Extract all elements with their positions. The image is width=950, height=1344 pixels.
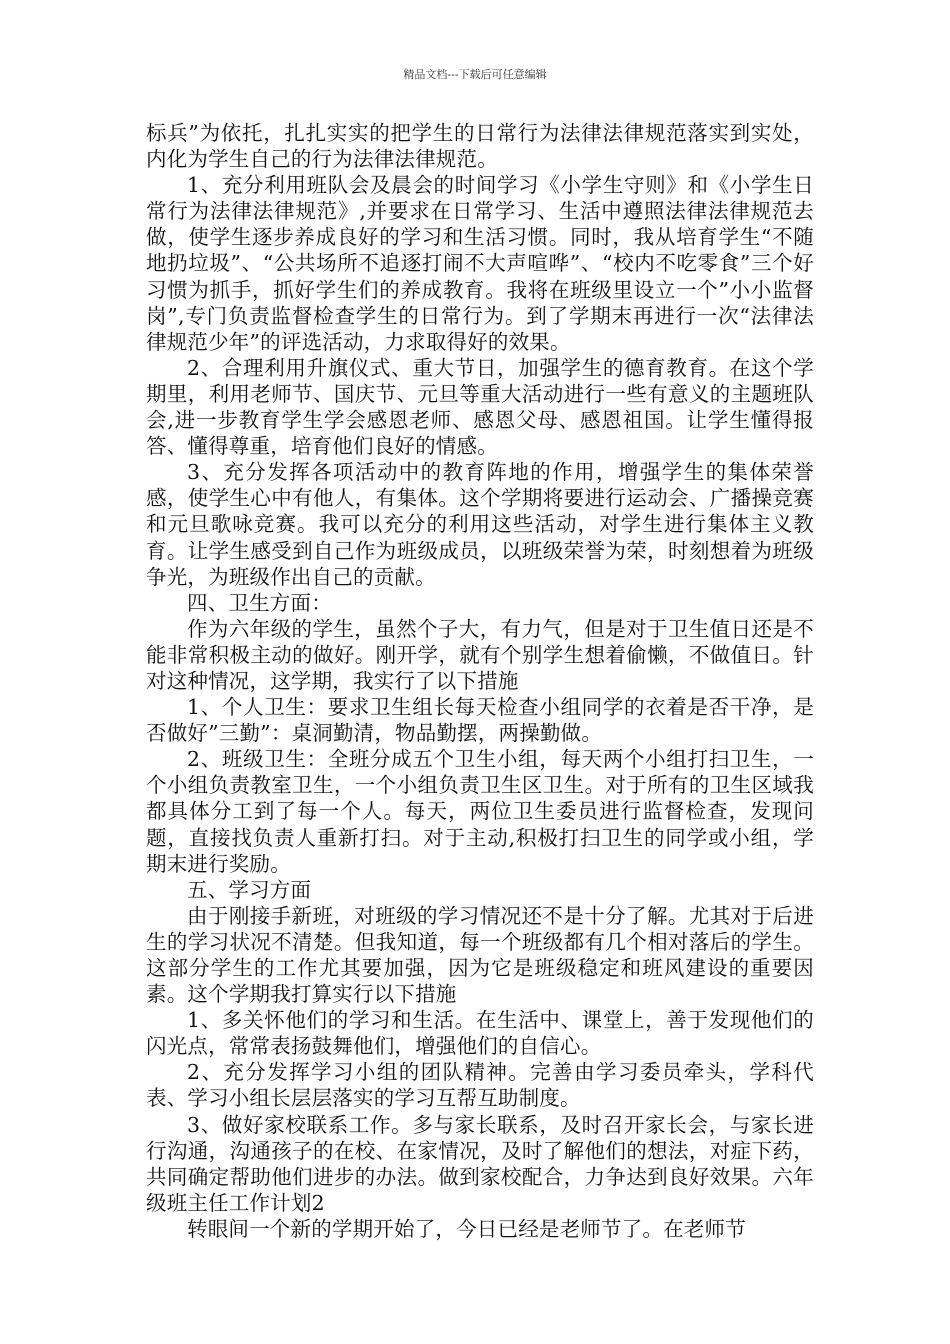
- paragraph: 2、充分发挥学习小组的团队精神。完善由学习委员牵头，学科代表、学习小组长层层落实的学习互帮互助制度。: [146, 1060, 814, 1111]
- paragraph: 3、充分发挥各项活动中的教育阵地的作用，增强学生的集体荣誉感，使学生心中有他人，有集体。这个学期将要进行运动会、广播操竞赛和元旦歌咏竞赛。我可以充分的利用这些活动，对学生进行集体主义教育。让学生感受到自己作为班级成员，以班级荣誉为荣，时刻想着为班级争光，为班级作出自己的贡献。: [146, 460, 814, 589]
- paragraph: 1、个人卫生：要求卫生组长每天检查小组同学的衣着是否干净，是否做好”三勤”：桌洞勤清，物品勤摆，两操勤做。: [146, 695, 814, 746]
- paragraph: 由于刚接手新班，对班级的学习情况还不是十分了解。尤其对于后进生的学习状况不清楚。但我知道，每一个班级都有几个相对落后的学生。这部分学生的工作尤其要加强，因为它是班级稳定和班风建设的重要因素。这个学期我打算实行以下措施: [146, 903, 814, 1007]
- paragraph: 作为六年级的学生，虽然个子大，有力气，但是对于卫生值日还是不能非常积极主动的做好。刚开学，就有个别学生想着偷懒，不做值日。针对这种情况，这学期，我实行了以下措施: [146, 616, 814, 693]
- paragraph: 转眼间一个新的学期开始了，今日已经是老师节了。在老师节: [187, 1216, 746, 1241]
- paragraph: 2、合理利用升旗仪式、重大节日，加强学生的德育教育。在这个学期里，利用老师节、国庆节、元旦等重大活动进行一些有意义的主题班队会,进一步教育学生学会感恩老师、感恩父母、感恩祖国。让学生懂得报答、懂得尊重，培育他们良好的情感。: [146, 355, 814, 459]
- paragraph: 1、充分利用班队会及晨会的时间学习《小学生守则》和《小学生日常行为法律法律规范》,并要求在日常学习、生活中遵照法律法律规范去做，使学生逐步养成良好的学习和生活习惯。同时，我从培育学生“不随地扔垃圾”、“公共场所不追逐打闹不大声喧哗”、“校内不吃零食”三个好习惯为抓手，抓好学生们的养成教育。我将在班级里设立一个”小小监督岗”,专门负责监督检查学生的日常行为。到了学期末再进行一次“法律法律规范少年”的评选活动，力求取得好的效果。: [146, 173, 814, 354]
- paragraph: 1、多关怀他们的学习和生活。在生活中、课堂上，善于发现他们的闪光点，常常表扬鼓舞他们，增强他们的自信心。: [146, 1008, 814, 1059]
- section-heading: 四、卫生方面：: [187, 590, 332, 615]
- paragraph: 标兵”为依托，扎扎实实的把学生的日常行为法律法律规范落实到实处，内化为学生自己的行为法律法律规范。: [146, 121, 814, 172]
- page-header: 精品文档---下载后可任意编辑: [403, 68, 547, 81]
- paragraph: 3、做好家校联系工作。多与家长联系，及时召开家长会，与家长进行沟通，沟通孩子的在校、在家情况，及时了解他们的想法，对症下药，共同确定帮助他们进步的办法。做到家校配合，力争达到良好效果。六年级班主任工作计划2: [146, 1112, 814, 1215]
- paragraph: 2、班级卫生：全班分成五个卫生小组，每天两个小组打扫卫生，一个小组负责教室卫生，一个小组负责卫生区卫生。对于所有的卫生区域我都具体分工到了每一个人。每天，两位卫生委员进行监督检查，发现问题，直接找负责人重新打扫。对于主动,积极打扫卫生的同学或小组，学期末进行奖励。: [146, 747, 814, 876]
- section-heading: 五、学习方面: [187, 877, 312, 902]
- document-body: [146, 120, 814, 1242]
